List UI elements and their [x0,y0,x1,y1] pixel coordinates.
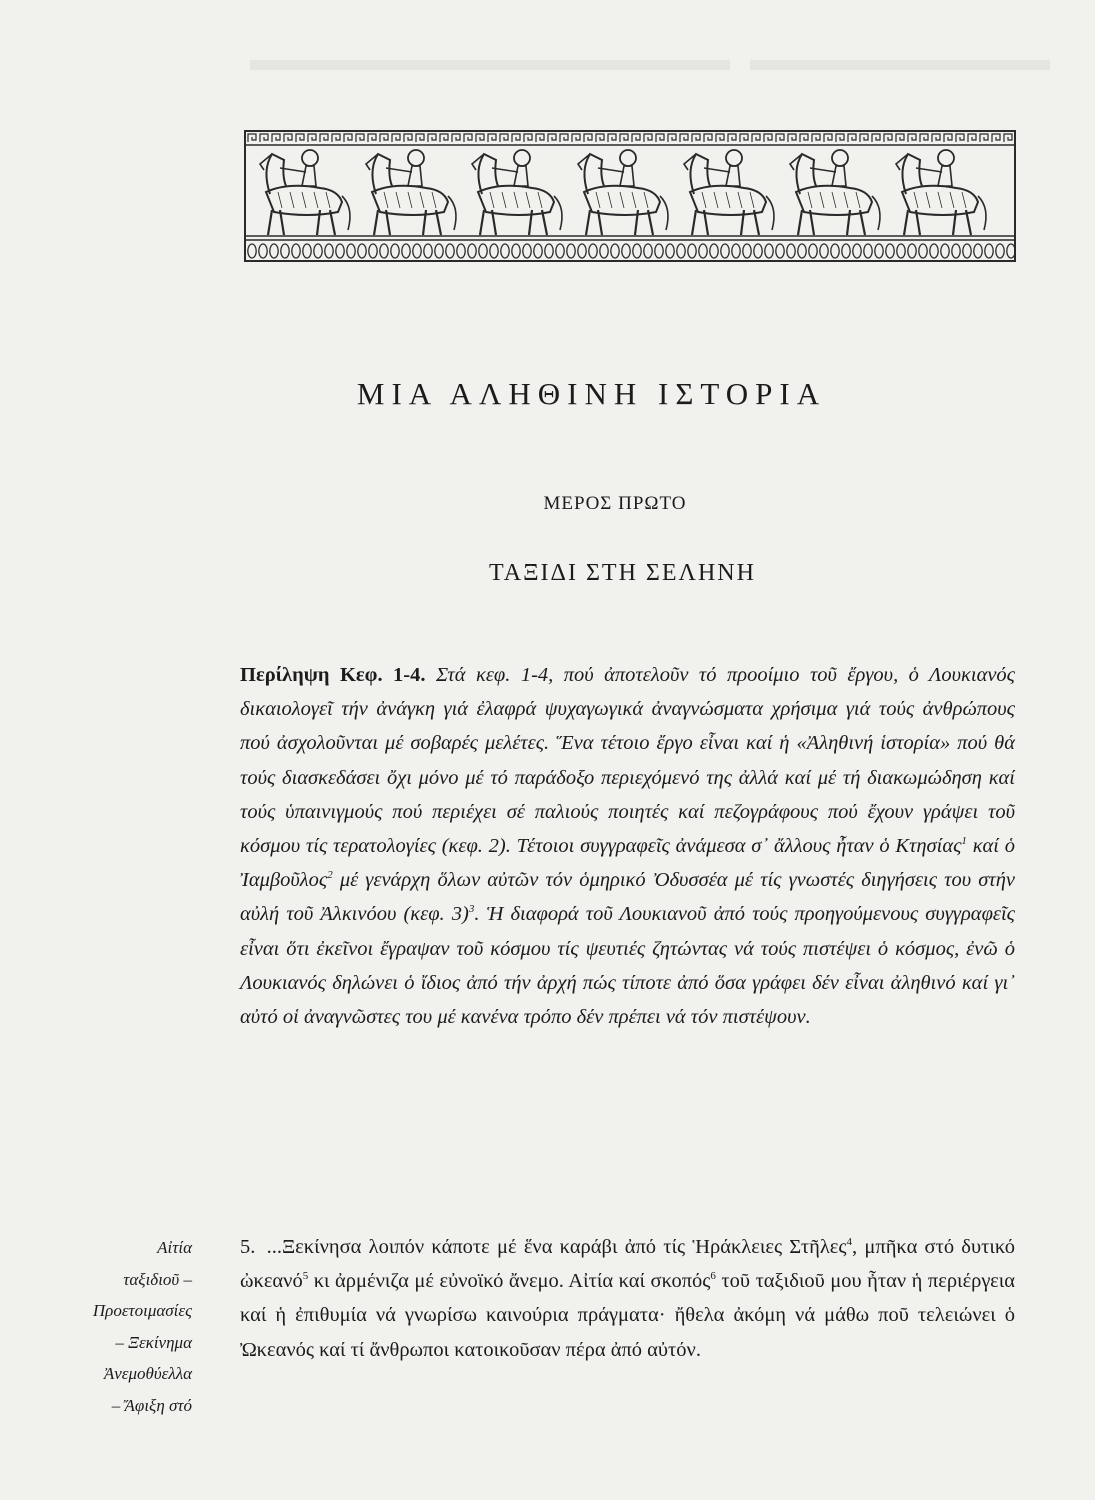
margin-note-line: – Ἄφιξη στό [111,1395,192,1415]
horse-rider-figure [578,150,668,235]
horse-rider-figure [260,150,350,235]
margin-note-line: Αἰτία [157,1238,192,1257]
chapter-heading: ΤΑΞΙΔΙ ΣΤΗ ΣΕΛΗΝΗ [489,560,756,586]
margin-note-line: Ἀνεμοθύελλα [103,1364,192,1383]
work-title: ΜΙΑ ΑΛΗΘΙΝΗ ΙΣΤΟΡΙΑ [356,376,827,411]
horse-rider-figure [790,150,880,235]
margin-note-line: – Ξεκίνημα [115,1332,192,1352]
horse-rider-figure [684,150,774,235]
footnote-ref: 3 [468,903,475,916]
footnote-ref: 4 [846,1236,852,1249]
horse-frieze-icon [244,130,1016,262]
margin-note-line: ταξιδιοῦ – [123,1269,192,1289]
margin-note-line: Προετοιμασίες [92,1301,192,1320]
section-number: 5. [240,1236,256,1258]
margin-note [50,1232,192,1421]
part-heading: ΜΕΡΟΣ ΠΡΩΤΟ [543,493,687,514]
footnote-ref: 5 [302,1270,309,1283]
horse-rider-figure [896,150,986,235]
horse-rider-figure [366,150,456,235]
footnote-ref: 6 [710,1270,716,1283]
footnote-ref: 2 [327,869,333,882]
summary-lead: Περίληψη Κεφ. 1-4. [240,664,426,686]
chapter-summary: Περίληψη Κεφ. 1-4. Στά κεφ. 1-4, πού ἀποτελοῦν τό προοίμιο τοῦ ἔργου, ὁ Λουκιανός δικαιολογεῖ τήν ἀνάγκη γιά ἐλαφρά ψυχαγωγικά ἀναγνώσματα χρήσιμα γιά τούς ἀνθρώπους πού ἀσχολοῦνται μέ σοβαρές μελέτες. Ἕνα τέτοιο ἔργο εἶναι καί ἡ «Ἀληθινή ἱστορία» πού θά τούς διασκεδάσει ὄχι μόνο μέ τό παράδοξο περιεχόμενό της ἀλλά καί μέ τή διακωμώδηση καί τούς ὑπαινιγμούς πού περιέχει σέ παλιούς ποιητές καί πεζογράφους πού ἔχουν γράψει τοῦ κόσμου τίς τερατολογίες (κεφ. 2). Τέτοιοι συγγραφεῖς ἀνάμεσα σ᾽ ἄλλους ἦταν ὁ Κτησίας$^1$ καί ὁ Ἰαμβοῦλος$^2$ μέ γενάρχη ὅλων αὐτῶν τόν ὁμηρικό Ὀδυσσέα μέ τίς γνωστές διηγήσεις του στήν αὐλή τοῦ Ἀλκινόου (κεφ. 3)$^3$. Ἡ διαφορά τοῦ Λουκιανοῦ ἀπό τούς προηγούμενους συγγραφεῖς εἶναι ὅτι ἐκεῖνοι ἔγραψαν τοῦ κόσμου τίς ψευτιές ζητώντας νά τούς πιστέψει ὁ κόσμος, ἐνῶ ὁ Λουκιανός δηλώνει ὁ ἴδιος ἀπό τήν ἀρχή πώς τίποτε ἀπό ὅσα γράφει δέν εἶναι ἀληθινό καί γι᾽ αὐτό οἱ ἀναγνῶστες του μέ κανένα τρόπο δέν πρέπει νά τόν πιστέψουν. [240,664,1016,1029]
main-text-paragraph: 5. ...Ξεκίνησα λοιπόν κάποτε μέ ἕνα καράβι ἀπό τίς Ἡράκλειες Στῆλες$^4$, μπῆκα στό δυτικό ὠκεανό$^5$ κι ἀρμένιζα μέ εὐνοϊκό ἄνεμο. Αἰτία καί σκοπός$^6$ τοῦ ταξιδιοῦ μου ἦταν ἡ περιέργεια καί ἡ ἐπιθυμία νά γνωρίσω καινούρια πράγματα· ἤθελα ἀκόμη νά μάθω ποῦ τελειώνει ὁ Ὠκεανός καί τί ἄνθρωποι κατοικοῦσαν πέρα ἀπό αὐτόν. [240,1236,1015,1361]
footnote-ref: 1 [961,835,967,848]
horse-rider-figure [472,150,562,235]
bleed-through-text [240,40,1060,140]
